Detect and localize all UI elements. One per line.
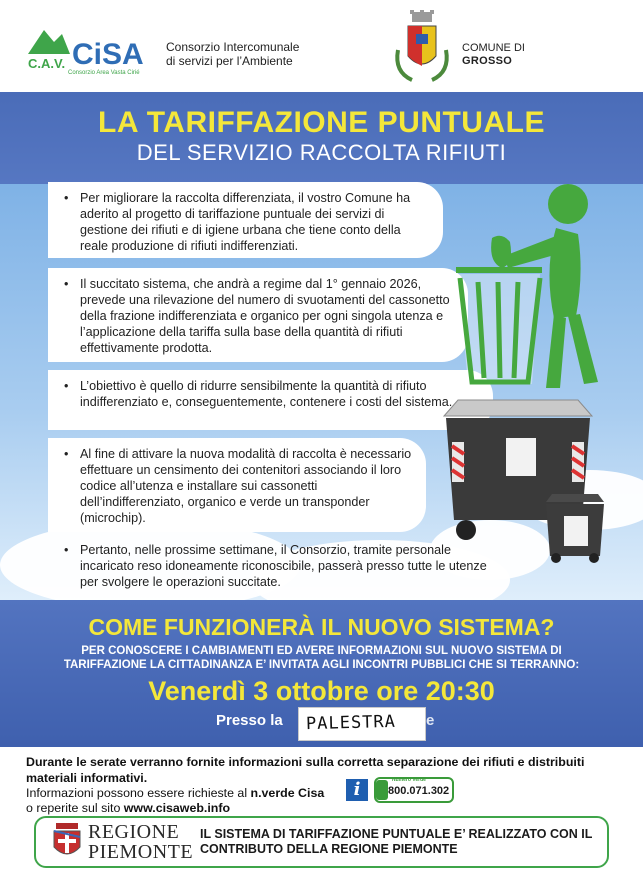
comune-line-1: COMUNE DI xyxy=(462,42,525,54)
comune-crest-icon xyxy=(390,10,454,84)
event-venue: PALESTRA xyxy=(305,711,397,735)
info-contacts xyxy=(26,786,356,815)
events-subtitle: PER CONOSCERE I CAMBIAMENTI ED AVERE INFORMAZIONI SUL NUOVO SISTEMA DI TARIFFAZIONE LA CITTADINANZA E’ INVITATA AGLI INCONTRI PUBBLICI CHE SI TERRANNO: xyxy=(63,645,580,671)
regione-line-1: REGIONE xyxy=(88,821,180,843)
events-title: COME FUNZIONERÀ IL NUOVO SISTEMA? xyxy=(88,614,555,640)
consortium-name xyxy=(166,40,299,68)
website-link[interactable]: www.cisaweb.info xyxy=(123,800,231,815)
bullet-card-1 xyxy=(48,182,443,258)
bullet-card-4 xyxy=(48,438,426,532)
bullet-text-5: • Pertanto, nelle prossime settimane, il Consorzio, tramite personale incaricato reso idoneamente riconoscibile, passerà presso tutte le utenze per svolgere le operazioni succitate. xyxy=(60,542,500,590)
info-line-1: Durante le serate verranno fornite informazioni sulla corretta separazione dei rifiuti e distribuiti materiali informativi. xyxy=(26,755,585,785)
info-line-2-prefix: Informazioni possono essere richieste al xyxy=(26,786,251,800)
page-title: LA TARIFFAZIONE PUNTUALE xyxy=(98,106,545,139)
event-venue-prefix: Presso la xyxy=(216,712,283,729)
event-venue-tail: e xyxy=(426,712,435,729)
consortium-line-1: Consorzio Intercomunale xyxy=(166,40,300,54)
bullet-card-3 xyxy=(48,370,493,430)
regione-line-2: PIEMONTE xyxy=(88,841,194,863)
wheelie-bin-small-icon xyxy=(542,492,608,564)
comune-line-2: GROSSO xyxy=(462,55,513,67)
recycling-person-icon xyxy=(448,178,608,394)
info-line-2 xyxy=(26,786,356,801)
bullet-text-3: • L’obiettivo è quello di ridurre sensibilmente la quantità di rifiuto indifferenziato e, conseguentemente, contenere i costi del sistema. xyxy=(60,378,481,410)
phone-icon xyxy=(376,780,388,800)
regione-crest-icon xyxy=(52,823,82,861)
bullet-text-2: • Il succitato sistema, che andrà a regime dal 1° gennaio 2026, prevede una rilevazione del numero di svuotamenti del cassonetto della frazione indifferenziata e organico per ogni singola utenza e l’applicazione della tariffa sulla base della quantità di rifiuti effettivamente prodotta. xyxy=(60,276,456,356)
info-icon: i xyxy=(346,779,368,801)
info-line-2-bold: n.verde Cisa xyxy=(250,786,325,800)
regione-name xyxy=(88,822,193,862)
page-subtitle: DEL SERVIZIO RACCOLTA RIFIUTI xyxy=(136,140,507,165)
info-line-3 xyxy=(26,801,356,816)
comune-name xyxy=(462,42,525,68)
footer-text: IL SISTEMA DI TARIFFAZIONE PUNTUALE E’ REALIZZATO CON IL CONTRIBUTO DELLA REGIONE PIEMONTE xyxy=(200,827,593,856)
svg-text:CiSA: CiSA xyxy=(72,38,144,71)
bullet-card-2 xyxy=(48,268,468,362)
bullet-text-1: • Per migliorare la raccolta differenziata, il vostro Comune ha aderito al progetto di tariffazione puntuale dei servizi di gestione dei rifiuti e di igiene urbana che tiene conto della reale produzione di rifiuti indifferenziati. xyxy=(60,190,431,254)
svg-text:C.A.V.: C.A.V. xyxy=(28,56,66,71)
toll-free-label: Numero Verde xyxy=(392,777,426,783)
info-line-3-prefix: o reperite sul sito xyxy=(26,800,124,815)
bullet-text-4: • Al fine di attivare la nuova modalità di raccolta è necessario effettuare un censimento dei contenitori associando il loro codice all’utenza e installare sui cassonetti dell’indifferenziato, organico e verde un transponder (microchip). xyxy=(60,446,414,526)
svg-text:Consorzio Area Vasta Cirié: Consorzio Area Vasta Cirié xyxy=(68,70,140,76)
cisa-logo-icon xyxy=(26,24,154,76)
consortium-line-2: di servizi per l’Ambiente xyxy=(166,54,293,68)
toll-free-number[interactable]: 800.071.302 xyxy=(388,785,450,797)
event-date: Venerdì 3 ottobre ore 20:30 xyxy=(148,676,495,706)
